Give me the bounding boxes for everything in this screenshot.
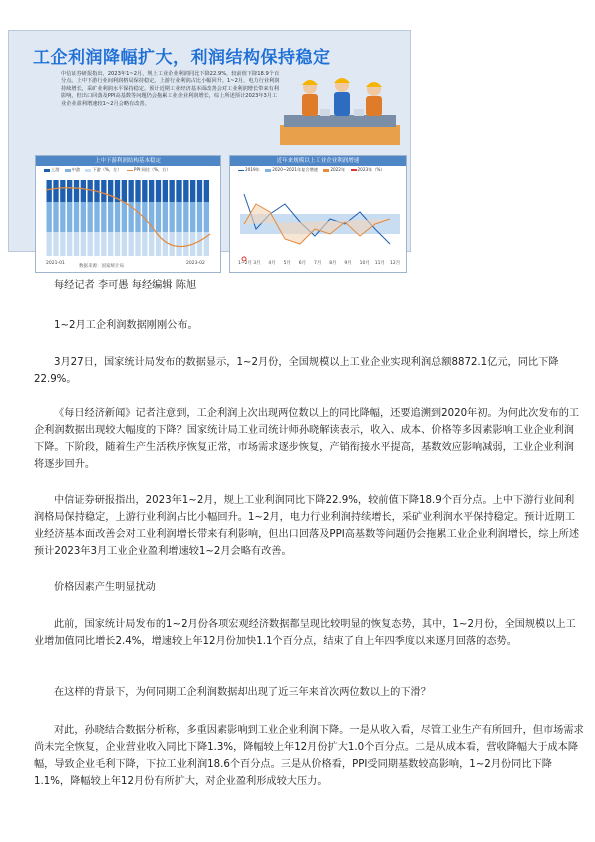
stack-segment: [190, 180, 195, 202]
stack-segment: [108, 202, 113, 232]
stack-segment: [183, 180, 188, 202]
stack-segment: [183, 232, 188, 256]
stack-segment: [60, 202, 65, 232]
stack-segment: [135, 202, 140, 232]
legend-2019: 2019年: [245, 167, 260, 172]
x-end-label: 2023-02: [186, 261, 205, 266]
workers-illustration: [280, 65, 400, 145]
stack-segment: [88, 232, 93, 256]
stack-segment: [176, 202, 181, 232]
stack-segment: [170, 202, 175, 232]
paragraph-4: 此前，国家统计局发布的1~2月份各项宏观经济数据都呈现比较明显的恢复态势，其中，1~2月份，全国规模以上工业增加值同比增长2.4%，增速较上年12月份加快1.1个百分点，结束了自上年四季度以来逐月回落的态势。: [34, 619, 576, 647]
left-stacked-chart: [36, 174, 220, 266]
stack-segment: [183, 202, 188, 232]
left-chart-panel: [35, 155, 221, 273]
stack-segment: [67, 232, 72, 256]
right-line-chart: [230, 174, 406, 266]
stack-segment: [60, 232, 65, 256]
stack-segment: [67, 180, 72, 202]
stack-segment: [204, 202, 209, 232]
stack-segment: [122, 232, 127, 256]
stack-segment: [60, 180, 65, 202]
legend-2020-2021: 2020~2021年复合增速: [272, 167, 318, 172]
x-start-label: 2021-01: [46, 261, 65, 266]
stack-segment: [94, 202, 99, 232]
section-heading: 价格因素产生明显扰动: [54, 582, 156, 593]
stack-segment: [197, 232, 202, 256]
stack-segment: [47, 180, 52, 202]
stack-segment: [108, 232, 113, 256]
stack-segment: [190, 202, 195, 232]
month-tick-label: 6月: [298, 261, 307, 266]
stack-segment: [115, 202, 120, 232]
stack-segment: [170, 180, 175, 202]
stack-segment: [101, 232, 106, 256]
legend-downstream: 下游（%，左）: [92, 167, 122, 172]
stack-segment: [129, 180, 134, 202]
stack-segment: [47, 232, 52, 256]
legend-swatch-2023: [351, 169, 357, 171]
month-tick-label: 5月: [283, 261, 291, 266]
stack-segment: [149, 232, 154, 256]
month-tick-label: 7月: [314, 261, 322, 266]
infographic: [8, 30, 411, 269]
stack-segment: [88, 180, 93, 202]
stack-segment: [129, 232, 134, 256]
stack-segment: [74, 180, 79, 202]
month-tick-label: 1~2月: [238, 261, 252, 266]
legend-2022: 2022年: [330, 167, 346, 172]
legend-swatch-downstream: [85, 169, 91, 172]
stack-segment: [53, 232, 58, 256]
right-chart-header: 近年来规模以上工业企业利润增速: [230, 156, 406, 166]
legend-swatch-midstream: [65, 169, 71, 172]
stack-segment: [176, 180, 181, 202]
paragraph-6: 对此，孙晓结合数据分析称，多重因素影响到工业企业利润下降。一是从收入看，尽管工业生产有所回升，但市场需求尚未完全恢复，企业营业收入同比下降1.3%，降幅较上年12月份扩大1.0个百分点。二是从成本看，营收降幅大于成本降幅，导致企业毛利下降，下拉工业利润18.6个百分点。三是从价格看，PPI受同期基数较高影响，1~2月份同比下降1.1%，降幅较上年12月份有所扩大，对企业盈利形成较大压力。: [34, 725, 584, 787]
stack-segment: [74, 232, 79, 256]
stack-segment: [197, 180, 202, 202]
stack-segment: [163, 202, 168, 232]
infographic-summary: 中信证券研报指出，2023年1~2月，规上工业企业利润同比下降22.9%，较前值下降18.9个百分点。上中下游行业间利润格局保持稳定，上游行业利润占比小幅回升。1~2月，电力行业利润持续增长，采矿业利润水平保持稳定。预计近期工业经济基本面改善会对工业利润增长带来有利影响，但出口回落及PPI高基数等问题仍会拖累工业企业利润增长，综上所述预计2023年3月工业企业盈利增速较1~2月会略有改善。: [61, 71, 280, 107]
stack-segment: [81, 180, 86, 202]
stack-segment: [163, 232, 168, 256]
paragraph-5: 在这样的背景下，为何同期工企利润数据却出现了近三年来首次两位数以上的下滑？: [54, 687, 431, 698]
stack-segment: [101, 180, 106, 202]
right-chart-panel: [229, 155, 407, 273]
stack-segment: [122, 202, 127, 232]
paragraph-2: 《每日经济新闻》记者注意到，工企利润上次出现两位数以上的同比降幅，还要追溯到2020年初。为何此次发布的工企利润数据出现较大幅度的下降？国家统计局工业司统计师孙晓解读表示，收入、成本、价格等多因素影响工业企业利润下降。下阶段，随着生产生活秩序恢复正常，市场需求逐步恢复，产销衔接水平提高，基数效应影响减弱，工业企业利润将逐步回升。: [34, 408, 580, 470]
paragraph-1: 3月27日，国家统计局发布的数据显示，1~2月份，全国规模以上工业企业实现利润总额8872.1亿元，同比下降22.9%。: [34, 357, 559, 385]
month-tick-label: 11月: [374, 261, 386, 266]
stack-segment: [149, 180, 154, 202]
stack-segment: [67, 202, 72, 232]
legend-ppi: PPI:同比（%，右）: [133, 167, 171, 172]
legend-swatch-2020-2021: [265, 169, 271, 172]
stack-segment: [81, 232, 86, 256]
stack-segment: [108, 180, 113, 202]
stack-segment: [156, 202, 161, 232]
lead-paragraph: 1~2月工企利润数据刚刚公布。: [54, 320, 198, 331]
stack-segment: [101, 202, 106, 232]
stack-segment: [176, 232, 181, 256]
right-chart-legend: [230, 166, 406, 174]
stack-segment: [156, 180, 161, 202]
stack-segment: [53, 180, 58, 202]
month-tick-label: 8月: [329, 261, 337, 266]
stack-segment: [142, 232, 147, 256]
stack-segment: [149, 202, 154, 232]
legend-midstream: 中游: [71, 167, 81, 172]
month-tick-label: 4月: [268, 261, 276, 266]
left-chart-header: 上中下游利润结构基本稳定: [36, 156, 220, 166]
month-tick-label: 9月: [344, 261, 352, 266]
infographic-title: 工企利润降幅扩大，利润结构保持稳定: [33, 48, 331, 68]
legend-swatch-ppi: [127, 170, 133, 171]
stack-segment: [122, 180, 127, 202]
month-tick-label: 3月: [253, 261, 261, 266]
legend-2023: 2023年（%）: [357, 167, 385, 172]
stack-segment: [142, 180, 147, 202]
byline: 每经记者 李可愚 每经编辑 陈旭: [54, 280, 197, 291]
stack-segment: [197, 202, 202, 232]
stack-segment: [74, 202, 79, 232]
stack-segment: [115, 232, 120, 256]
legend-swatch-2022: [323, 169, 329, 172]
stack-segment: [163, 180, 168, 202]
chart-source: 数据来源：国家统计局: [79, 264, 124, 269]
legend-upstream: 上游: [51, 167, 60, 172]
legend-swatch-2019: [238, 170, 244, 171]
stack-segment: [53, 202, 58, 232]
month-tick-label: 12月: [390, 261, 401, 266]
stack-segment: [81, 202, 86, 232]
stack-segment: [47, 202, 52, 232]
month-tick-label: 10月: [359, 261, 370, 266]
stack-segment: [204, 180, 209, 202]
stack-segment: [88, 202, 93, 232]
legend-swatch-upstream: [44, 169, 50, 172]
stack-segment: [135, 180, 140, 202]
stack-segment: [94, 232, 99, 256]
stack-segment: [135, 232, 140, 256]
left-chart-legend: [36, 166, 220, 174]
paragraph-3: 中信证券研报指出，2023年1~2月，规上工业利润同比下降22.9%，较前值下降18.9个百分点。上中下游行业间利润格局保持稳定，上游行业利润占比小幅回升。1~2月，电力行业利润持续增长，采矿业利润水平保持稳定。预计近期工业经济基本面改善会对工业利润增长带来有利影响，但出口回落及PPI高基数等问题仍会拖累工业企业利润增长，综上所述预计2023年3月工业企业盈利增速较1~2月会略有改善。: [34, 495, 580, 557]
